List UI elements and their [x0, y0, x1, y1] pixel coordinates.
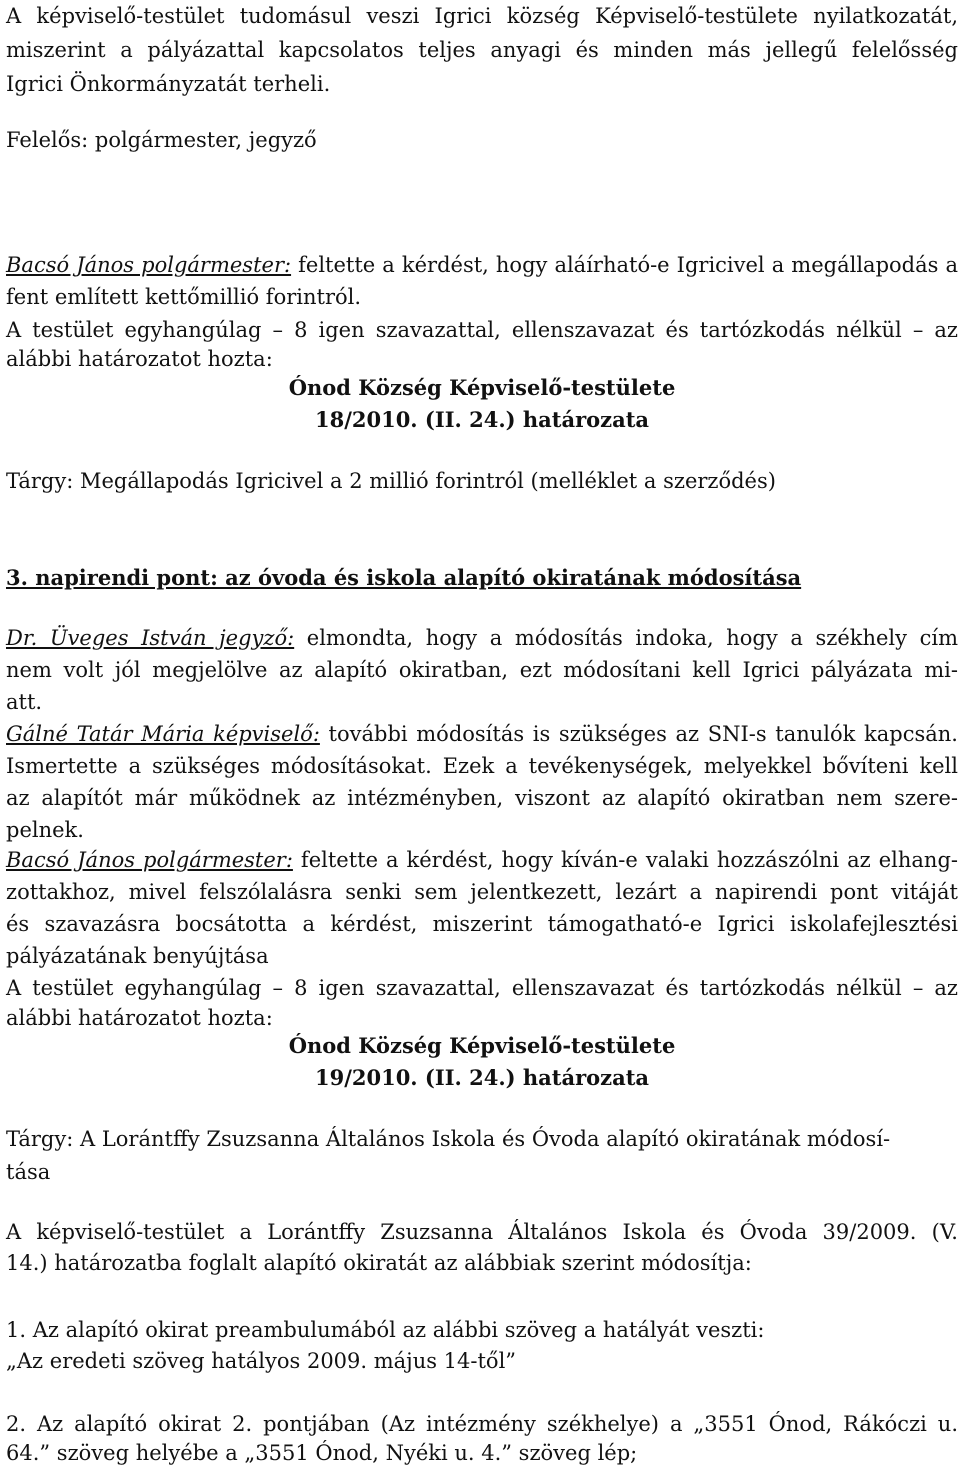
paragraph-line: [6, 719, 958, 749]
speaker-name: Bacsó János polgármester:: [6, 848, 293, 872]
list-item: 64.” szöveg helyébe a „3551 Ónod, Nyéki u. 4.” szöveg lép;: [6, 1441, 638, 1465]
paragraph-line: pelnek.: [6, 818, 84, 842]
list-item: 2. Az alapító okirat 2. pontjában (Az intézmény székhelye) a „3551 Ónod, Rákóczi u.: [6, 1412, 958, 1436]
paragraph-line: A képviselő-testület a Lorántffy Zsuzsanna Általános Iskola és Óvoda 39/2009. (V.: [6, 1220, 958, 1244]
resolution-issuer: Ónod Község Képviselő-testülete: [288, 375, 676, 400]
speaker-text: további módosítás is szükséges az SNI-s tanulók kapcsán.: [319, 722, 958, 746]
paragraph-line: [6, 623, 958, 653]
resolution-number: 18/2010. (II. 24.) határozata: [314, 407, 650, 432]
paragraph-line: pályázatának benyújtása: [6, 944, 269, 968]
responsible-line: Felelős: polgármester, jegyző: [6, 128, 317, 152]
speaker-name: Bacsó János polgármester:: [6, 253, 292, 277]
list-item: 1. Az alapító okirat preambulumából az alábbi szöveg a hatályát veszti:: [6, 1318, 765, 1342]
speaker-text: feltette a kérdést, hogy kíván-e valaki hozzászólni az elhang-: [292, 848, 958, 872]
subject-line: Tárgy: A Lorántffy Zsuzsanna Általános Iskola és Óvoda alapító okiratának módosí-: [6, 1127, 891, 1151]
paragraph-line: és szavazásra bocsátotta a kérdést, miszerint támogatható-e Igrici iskolafejlesztési: [6, 912, 958, 936]
paragraph-line: [6, 250, 958, 280]
subject-line: Tárgy: Megállapodás Igricivel a 2 millió forintról (melléklet a szerződés): [6, 469, 776, 493]
paragraph-line: Igrici Önkormányzatát terheli.: [6, 72, 331, 96]
paragraph-line: [6, 845, 958, 875]
paragraph-line: att.: [6, 690, 43, 714]
paragraph-line: A testület egyhangúlag – 8 igen szavazattal, ellenszavazat és tartózkodás nélkül – az: [6, 976, 958, 1000]
speaker-text: feltette a kérdést, hogy aláírható-e Igricivel a megállapodás a: [291, 253, 958, 277]
paragraph-line: miszerint a pályázattal kapcsolatos teljes anyagi és minden más jellegű felelősség: [6, 38, 958, 62]
agenda-heading: 3. napirendi pont: az óvoda és iskola alapító okiratának módosítása: [6, 565, 802, 590]
speaker-name: Gálné Tatár Mária képviselő:: [6, 722, 320, 746]
paragraph-line: fent említett kettőmillió forintról.: [6, 285, 362, 309]
quoted-text: „Az eredeti szöveg hatályos 2009. május 14-től”: [6, 1349, 517, 1373]
paragraph-line: zottakhoz, mivel felszólalásra senki sem jelentkezett, lezárt a napirendi pont vitáját: [6, 880, 958, 904]
resolution-number: 19/2010. (II. 24.) határozata: [314, 1065, 650, 1090]
paragraph-line: 14.) határozatba foglalt alapító okiratát az alábbiak szerint módosítja:: [6, 1251, 752, 1275]
resolution-issuer: Ónod Község Képviselő-testülete: [288, 1033, 676, 1058]
paragraph-line: alábbi határozatot hozta:: [6, 1006, 273, 1030]
paragraph-line: Ismertette a szükséges módosításokat. Ezek a tevékenységek, melyekkel bővíteni kell: [6, 754, 958, 778]
paragraph-line: A testület egyhangúlag – 8 igen szavazattal, ellenszavazat és tartózkodás nélkül – az: [6, 318, 958, 342]
paragraph-line: alábbi határozatot hozta:: [6, 347, 273, 371]
paragraph-line: az alapítót már működnek az intézményben, viszont az alapító okiratban nem szere-: [6, 786, 958, 810]
speaker-name: Dr. Üveges István jegyző:: [6, 626, 295, 650]
paragraph-line: nem volt jól megjelölve az alapító okiratban, ezt módosítani kell Igrici pályázata mi-: [6, 658, 958, 682]
speaker-text: elmondta, hogy a módosítás indoka, hogy a székhely cím: [294, 626, 959, 650]
paragraph-line: A képviselő-testület tudomásul veszi Igrici község Képviselő-testülete nyilatkozatát,: [6, 4, 958, 28]
subject-line: tása: [6, 1160, 51, 1184]
